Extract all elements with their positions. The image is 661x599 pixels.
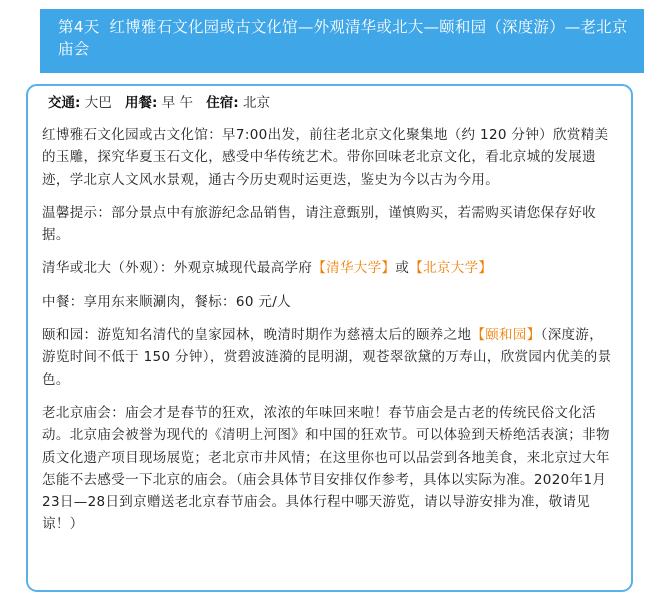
paragraph-summer-palace [42,324,616,391]
day-number: 第4天 [58,18,100,36]
itinerary-paragraphs [42,124,616,547]
peking-university-link[interactable]: 【北京大学】 [409,260,493,277]
meals-value: 早 午 [161,95,193,111]
info-row [48,94,270,112]
paragraph-tip: 温馨提示：部分景点中有旅游纪念品销售，请注意甄别，谨慎购买，若需购买请您保存好收据。 [42,204,596,244]
transport-label: 交通: [48,95,81,111]
university-text: 清华或北大（外观）：外观京城现代最高学府 [42,260,313,277]
summer-palace-link[interactable]: 【颐和园】 [471,327,541,344]
itinerary-box [26,84,633,592]
transport-value: 大巴 [84,95,112,111]
day-header [40,9,644,73]
paragraph-stone-culture: 红博雅石文化园或古文化馆：早7:00出发，前往老北京文化聚集地（约 120 分钟）欣赏精美的玉雕，探究华夏玉石文化，感受中华传统艺术。带你回味老北京文化，看北京城的发展遗迹，学北京人文风水景观，通古今历史观时运更迭，鉴史为今以古为今用。 [42,127,609,188]
paragraph-university [42,257,616,279]
stay-label: 住宿: [206,95,239,111]
day-title: 红博雅石文化园或古文化馆—外观清华或北大—颐和园（深度游）—老北京庙会 [58,18,628,58]
university-or: 或 [395,260,410,277]
meals-label: 用餐: [125,95,158,111]
paragraph-lunch: 中餐：享用东来顺涮肉，餐标：60 元/人 [42,293,292,310]
tsinghua-link[interactable]: 【清华大学】 [312,260,396,277]
stay-value: 北京 [243,95,270,111]
summer-palace-detail: （深度游，游览时间不低于 150 分钟），赏碧波涟漪的昆明湖，观苍翠欲黛的万寿山，欣赏园内优美的景色。 [42,327,612,388]
paragraph-temple-fair: 老北京庙会：庙会才是春节的狂欢，浓浓的年味回来啦！春节庙会是古老的传统民俗文化活动。北京庙会被誉为现代的《清明上河图》和中国的狂欢节。可以体验到天桥绝活表演；非物质文化遗产项目现场展览；老北京市井风情；在这里你也可以品尝到各地美食，来北京过大年怎能不去感受一下北京的庙会。（庙会具体节目安排仅作参考，具体以实际为准。2020年1月23日—28日到京赠送老北京春节庙会。具体行程中哪天游览，请以导游安排为准，敬请见谅！） [42,404,610,533]
summer-palace-text: 颐和园：游览知名清代的皇家园林，晚清时期作为慈禧太后的颐养之地 [42,327,472,344]
